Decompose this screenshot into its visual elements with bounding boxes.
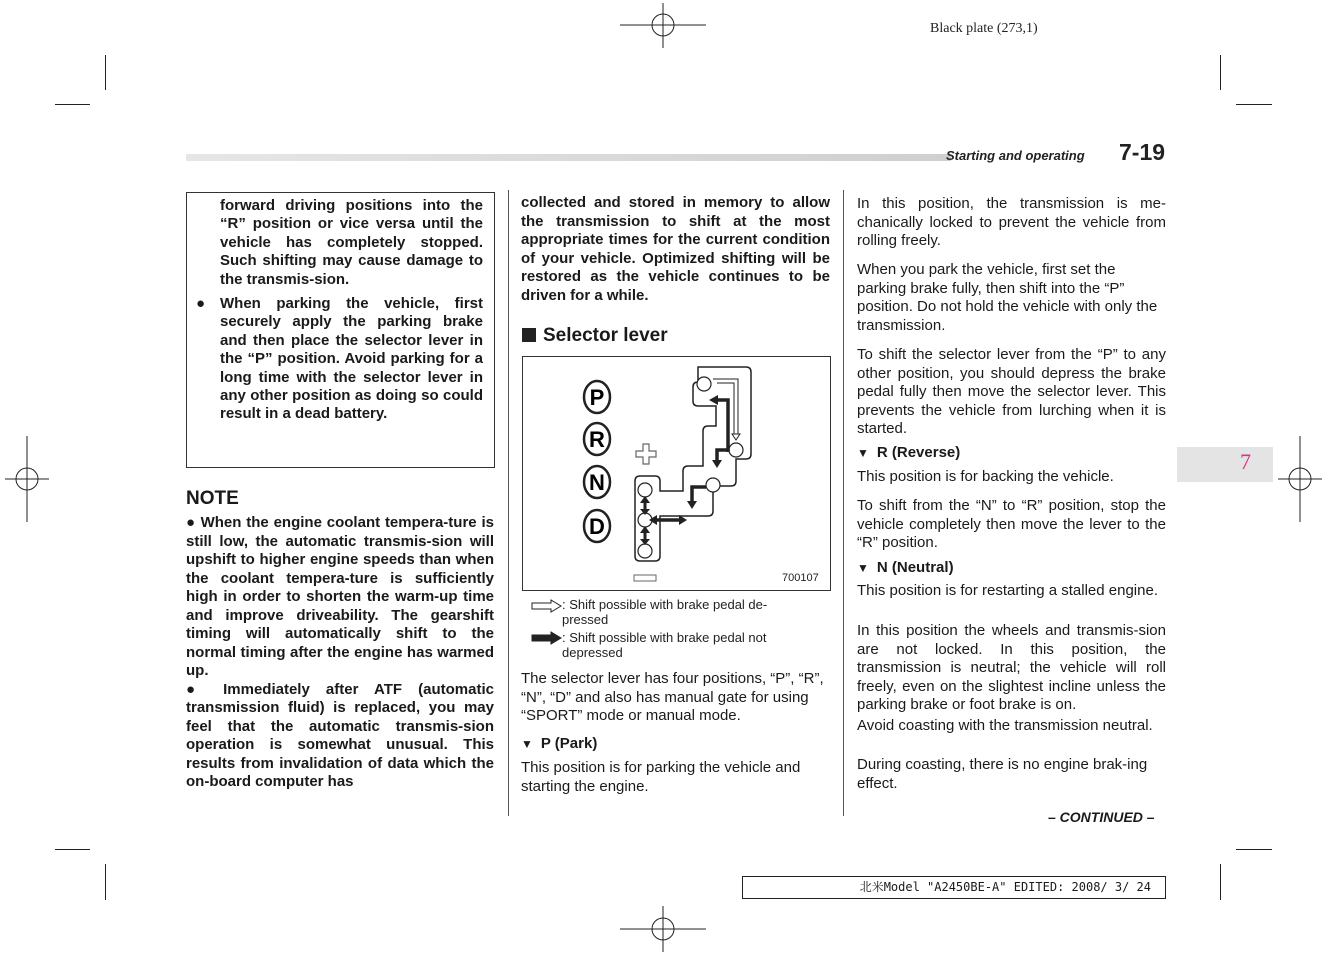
footer-box xyxy=(742,876,1166,899)
footer-text: 北米Model "A2450BE-A" EDITED: 2008/ 3/ 24 xyxy=(859,880,1151,894)
gear-label-d: D xyxy=(589,514,605,539)
shift-gate-diagram xyxy=(523,357,830,590)
body-paragraph: This position is for restarting a stalled engine. xyxy=(857,582,1158,599)
neutral-heading xyxy=(857,559,954,576)
body-paragraph: This position is for parking the vehicle and starting the engine. xyxy=(521,759,801,795)
crop-mark xyxy=(55,849,90,850)
chapter-tab-number: 7 xyxy=(1240,449,1251,474)
body-paragraph: In this position, the transmission is me-chanically locked to prevent the vehicle from rolling freely. xyxy=(857,195,1166,250)
body-paragraph: When you park the vehicle, first set the parking brake fully, then shift into the “P” position. Do not hold the vehicle with only the transmission. xyxy=(857,261,1158,334)
continued-label: – CONTINUED – xyxy=(1048,809,1155,825)
crop-mark xyxy=(1220,864,1221,900)
selector-lever-figure xyxy=(522,356,831,591)
crop-mark xyxy=(55,104,90,105)
note-text xyxy=(186,514,494,792)
column-divider xyxy=(508,190,509,816)
triangle-icon: ▼ xyxy=(857,446,869,460)
body-paragraph: The selector lever has four positions, “P”, “R”, “N”, “D” and also has manual gate for using “SPORT” mode or manual mode. xyxy=(521,670,824,725)
page-number: 7-19 xyxy=(1119,139,1166,165)
warning-bullet-item xyxy=(196,295,483,424)
figure-code: 700107 xyxy=(782,572,819,584)
park-heading-text: P (Park) xyxy=(540,735,598,752)
header-bar xyxy=(186,154,951,161)
section-heading xyxy=(522,325,668,347)
note-continuation: collected and stored in memory to allow the transmission to shift at the most appropriate times for the current condition of your vehicle. Optimized shifting will be restored as the vehicle continues to be driven for a while. xyxy=(521,194,830,304)
bullet-icon: ● xyxy=(196,295,206,313)
note-title: NOTE xyxy=(186,488,239,509)
crop-mark xyxy=(1236,849,1272,850)
crop-mark xyxy=(105,864,106,900)
registration-mark-right xyxy=(1278,436,1322,522)
solid-arrow-icon xyxy=(531,631,563,645)
section-heading-text: Selector lever xyxy=(543,325,668,346)
registration-mark-left xyxy=(5,436,49,522)
body-paragraph: This position is for backing the vehicle. xyxy=(857,468,1114,485)
body-paragraph: During coasting, there is no engine brak-ing effect. xyxy=(857,756,1148,792)
plate-label: Black plate (273,1) xyxy=(930,21,1038,36)
section-title: Starting and operating xyxy=(946,148,1085,163)
registration-mark-bottom xyxy=(620,906,706,954)
reverse-heading xyxy=(857,444,960,461)
triangle-icon: ▼ xyxy=(857,561,869,575)
warning-paragraph: When parking the vehicle, first securely apply the parking brake and then place the selector lever in the “P” position. Avoid parking for a long time with the selector lever in any other position as doing so could result in a dead battery. xyxy=(220,295,483,423)
body-paragraph: Avoid coasting with the transmission neutral. xyxy=(857,717,1153,734)
crop-mark xyxy=(1220,55,1221,90)
outline-arrow-icon xyxy=(531,599,563,613)
plus-icon xyxy=(636,444,656,464)
body-paragraph: To shift from the “N” to “R” position, stop the vehicle completely then move the lever to the “R” position. xyxy=(857,497,1166,552)
triangle-icon: ▼ xyxy=(521,737,533,751)
legend-depressed: : Shift possible with brake pedal de-pressed xyxy=(562,597,768,627)
note-paragraph: ● When the engine coolant tempera-ture is still low, the automatic transmis-sion will upshift to higher engine speeds than when the coolant tempera-ture is sufficiently high in order to shorten the warm-up time and improve driveability. The gearshift timing will automatically shift to the normal timing after the engine has warmed up. xyxy=(186,514,494,679)
gear-label-n: N xyxy=(589,470,605,495)
body-paragraph: To shift the selector lever from the “P” to any other position, you should depress the brake pedal fully then move the selector lever. This prevents the vehicle from lurching when it is started. xyxy=(857,346,1166,438)
neutral-heading-text: N (Neutral) xyxy=(876,559,954,576)
note-paragraph: ● Immediately after ATF (automatic transmission fluid) is replaced, you may feel that the automatic transmis-sion operation is somewhat unusual. This results from invalidation of data which the on-board computer has xyxy=(186,680,494,790)
legend-not-depressed: : Shift possible with brake pedal not depressed xyxy=(562,630,767,660)
park-heading xyxy=(521,735,597,752)
body-paragraph: In this position the wheels and transmis-sion are not locked. In this position, the transmission is neutral; the vehicle will roll freely, even on the slightest incline unless the parking brake or foot brake is on. xyxy=(857,622,1166,714)
crop-mark xyxy=(105,55,106,90)
square-bullet-icon xyxy=(522,328,536,342)
crop-mark xyxy=(1236,104,1272,105)
warning-text xyxy=(196,197,483,424)
warning-paragraph: forward driving positions into the “R” position or vice versa until the vehicle has completely stopped. Such shifting may cause damage to the transmis-sion. xyxy=(220,197,483,288)
registration-mark-top xyxy=(620,0,706,50)
gear-label-p: P xyxy=(589,385,605,410)
reverse-heading-text: R (Reverse) xyxy=(876,444,961,461)
gear-label-r: R xyxy=(589,427,605,452)
chapter-tab xyxy=(1177,447,1273,482)
column-divider xyxy=(843,190,844,816)
